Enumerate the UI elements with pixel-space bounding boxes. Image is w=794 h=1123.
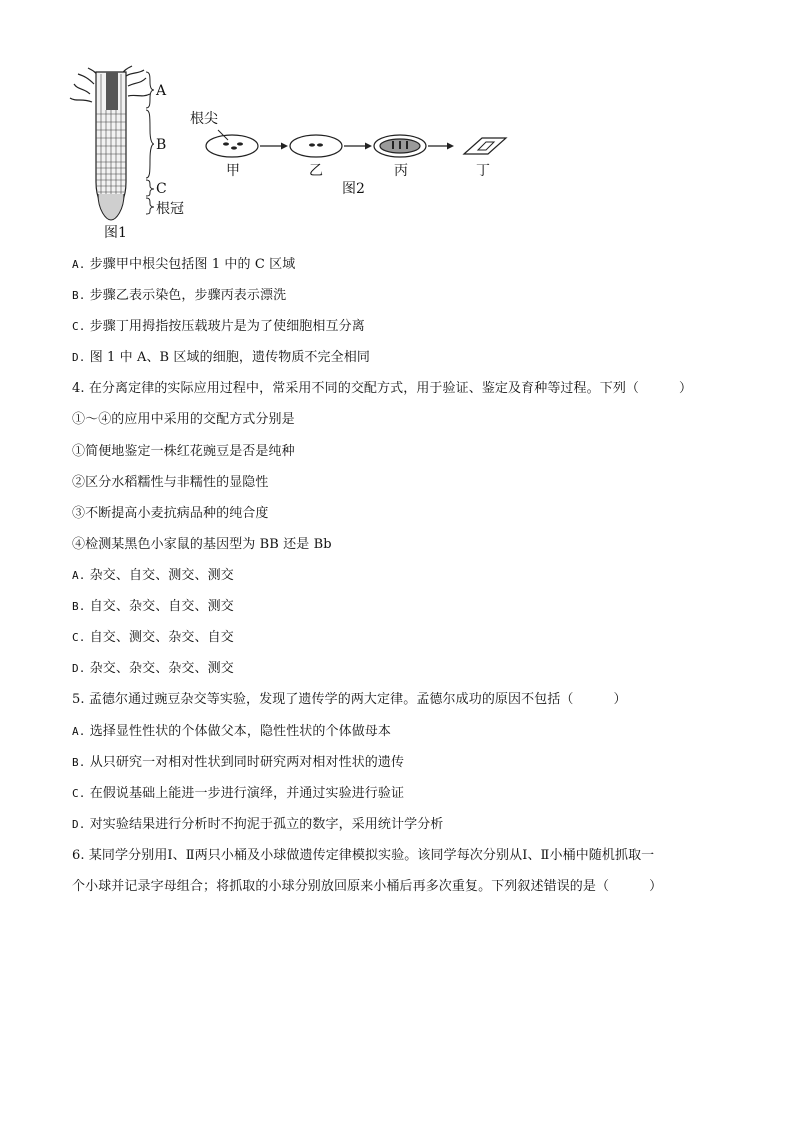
label-a: A <box>156 83 167 99</box>
q5-stem: 5. 孟德尔通过豌豆杂交等实验，发现了遗传学的两大定律。孟德尔成功的原因不包括（ ） <box>72 692 627 707</box>
q4-item-1: ①简便地鉴定一株红花豌豆是否是纯种 <box>72 444 295 459</box>
label-bing: 丙 <box>394 163 408 179</box>
q4-option-a: A. 杂交、自交、测交、测交 <box>72 568 234 583</box>
q3-option-d: D. 图 1 中 A、B 区域的细胞，遗传物质不完全相同 <box>72 350 370 365</box>
label-root-cap: 根冠 <box>156 201 184 217</box>
fig2-caption: 图2 <box>342 181 365 197</box>
q4-item-4: ④检测某黑色小家鼠的基因型为 BB 还是 Bb <box>72 537 332 552</box>
q5-option-a: A. 选择显性性状的个体做父本，隐性性状的个体做母本 <box>72 724 391 739</box>
label-b: B <box>156 137 167 153</box>
q4-option-b: B. 自交、杂交、自交、测交 <box>72 599 234 614</box>
root-tip-diagram <box>66 64 516 246</box>
q4-item-3: ③不断提高小麦抗病品种的纯合度 <box>72 506 269 521</box>
q4-option-c: C. 自交、测交、杂交、自交 <box>72 630 234 645</box>
q3-option-a: A. 步骤甲中根尖包括图 1 中的 C 区域 <box>72 257 296 272</box>
q3-option-c: C. 步骤丁用拇指按压载玻片是为了使细胞相互分离 <box>72 319 365 334</box>
q4-stem-line2: ①～④的应用中采用的交配方式分别是 <box>72 412 295 427</box>
q6-stem-line2: 个小球并记录字母组合；将抓取的小球分别放回原来小桶后再多次重复。下列叙述错误的是（ ） <box>72 879 663 894</box>
label-ding: 丁 <box>476 163 490 179</box>
q5-option-b: B. 从只研究一对相对性状到同时研究两对相对性状的遗传 <box>72 755 405 770</box>
q4-stem: 4. 在分离定律的实际应用过程中，常采用不同的交配方式，用于验证、鉴定及育种等过程。下列（ ） <box>72 381 693 396</box>
q4-option-d: D. 杂交、杂交、杂交、测交 <box>72 661 234 676</box>
fig1-caption: 图1 <box>104 225 127 241</box>
q5-option-d: D. 对实验结果进行分析时不拘泥于孤立的数字，采用统计学分析 <box>72 817 444 832</box>
label-jia: 甲 <box>226 163 240 179</box>
q3-option-b: B. 步骤乙表示染色，步骤丙表示漂洗 <box>72 288 287 303</box>
label-root-tip: 根尖 <box>190 111 218 127</box>
q5-option-c: C. 在假说基础上能进一步进行演绎，并通过实验进行验证 <box>72 786 405 801</box>
figure-root-tip <box>66 64 516 246</box>
q6-stem-line1: 6. 某同学分别用Ⅰ、Ⅱ两只小桶及小球做遗传定律模拟实验。该同学每次分别从Ⅰ、Ⅱ小桶中随机抓取一 <box>72 848 655 863</box>
q4-item-2: ②区分水稻糯性与非糯性的显隐性 <box>72 475 269 490</box>
label-c: C <box>156 181 167 197</box>
label-yi: 乙 <box>309 163 323 179</box>
